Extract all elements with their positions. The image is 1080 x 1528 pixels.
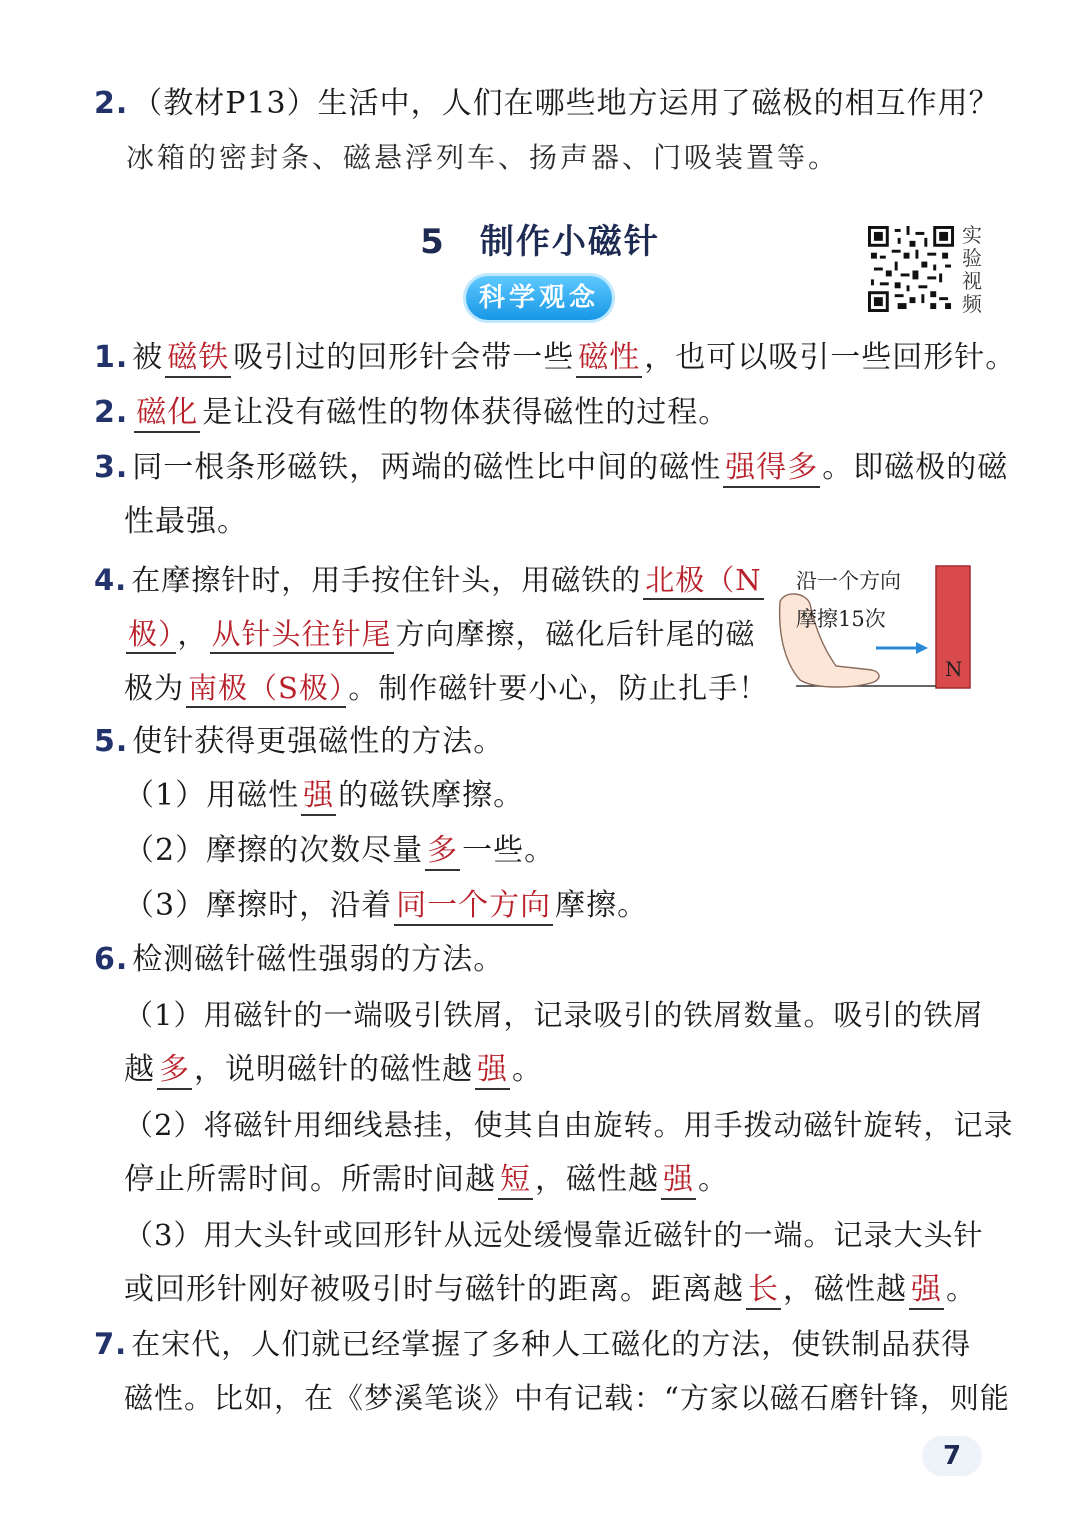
- text: 在摩擦针时，用手按住针头，用磁铁的: [131, 563, 642, 597]
- text: （1）用磁性: [124, 778, 300, 813]
- question-text: （教材P13）生活中，人们在哪些地方运用了磁极的相互作用？: [132, 86, 1000, 121]
- concept-item-6-sub-1: （1）用磁针的一端吸引铁屑，记录吸引的铁屑数量。吸引的铁屑: [124, 998, 984, 1032]
- item-number: 6.: [94, 942, 129, 977]
- concept-item-6: [94, 940, 504, 980]
- item-number: 7.: [94, 1327, 128, 1361]
- text: 一些。: [462, 833, 556, 868]
- page-number: 7: [922, 1436, 982, 1476]
- answer-blank: 强: [661, 1162, 696, 1200]
- answer-blank: 磁性: [576, 340, 642, 378]
- concept-item-2: [94, 393, 729, 433]
- item-number: 1.: [94, 340, 129, 375]
- item-number: 5.: [94, 724, 129, 759]
- concept-item-5-sub-1: [124, 776, 524, 816]
- concept-item-5-sub-2: [124, 831, 555, 871]
- text: ，说明磁针的磁性越: [194, 1052, 473, 1087]
- answer-blank: 极）: [126, 617, 176, 654]
- qr-code-icon[interactable]: [868, 226, 954, 312]
- text: 或回形针刚好被吸引时与磁针的距离。距离越: [124, 1272, 744, 1307]
- prev-answer-2: 冰箱的密封条、磁悬浮列车、扬声器、门吸装置等。: [126, 141, 840, 174]
- answer-blank: 强: [475, 1052, 510, 1090]
- text: 使针获得更强磁性的方法。: [132, 724, 505, 759]
- concept-item-6-sub-1-line-2: [124, 1050, 543, 1090]
- prev-question-2: [94, 84, 1000, 124]
- text: （3）摩擦时，沿着: [124, 888, 393, 923]
- qr-label: 实验视频: [962, 223, 982, 316]
- answer-blank: 多: [157, 1052, 192, 1090]
- answer-blank: 多: [425, 833, 460, 871]
- item-number: 3.: [94, 450, 129, 485]
- concept-item-5: [94, 722, 504, 762]
- text: 越: [124, 1052, 155, 1087]
- magnetizing-illustration: [776, 562, 986, 694]
- section-number: 5: [420, 222, 446, 262]
- answer-blank: 强: [909, 1272, 944, 1310]
- text: 极为: [124, 671, 185, 705]
- text: 。即磁极的磁: [822, 450, 1009, 485]
- answer-blank: 强: [301, 778, 336, 816]
- figure-caption-1: 沿一个方向: [796, 569, 901, 593]
- text: 。: [512, 1052, 543, 1087]
- text: 被: [132, 340, 164, 375]
- text: 是让没有磁性的物体获得磁性的过程。: [202, 395, 730, 430]
- text: 在宋代，人们就已经掌握了多种人工磁化的方法，使铁制品获得: [131, 1327, 972, 1361]
- answer-blank: 强得多: [723, 450, 820, 488]
- concept-item-4-line-3: [124, 668, 768, 708]
- text: 检测磁针磁性强弱的方法。: [132, 942, 505, 977]
- text: 。制作磁针要小心，防止扎手！: [348, 671, 769, 705]
- science-concept-badge: 科学观念: [466, 276, 612, 320]
- concept-item-7-line-2: 磁性。比如，在《梦溪笔谈》中有记载：“方家以磁石磨针锋，则能: [124, 1381, 1010, 1415]
- north-pole-label: N: [945, 657, 963, 681]
- text: 摩擦。: [555, 888, 649, 923]
- text: 停止所需时间。所需时间越: [124, 1162, 496, 1197]
- concept-item-3-line-2: 性最强。: [124, 504, 248, 539]
- answer-blank: 磁化: [134, 395, 200, 433]
- answer-blank: 从针头往针尾: [210, 617, 394, 654]
- concept-item-6-sub-3: （3）用大头针或回形针从远处缓慢靠近磁针的一端。记录大头针: [124, 1218, 984, 1252]
- item-number: 2.: [94, 86, 129, 121]
- text: 吸引过的回形针会带一些: [233, 340, 575, 375]
- concept-item-6-sub-2: （2）将磁针用细线悬挂，使其自由旋转。用手拨动磁针旋转，记录: [124, 1108, 1014, 1142]
- concept-item-4-line-2: [124, 614, 756, 654]
- answer-blank: 同一个方向: [394, 888, 553, 926]
- concept-item-6-sub-3-line-2: [124, 1270, 977, 1310]
- text: 的磁铁摩擦。: [338, 778, 525, 813]
- answer-blank: 北极（N: [643, 563, 763, 600]
- text: 方向摩擦，磁化后针尾的磁: [395, 617, 756, 651]
- text: 。: [946, 1272, 977, 1307]
- concept-item-6-sub-2-line-2: [124, 1160, 729, 1200]
- text: （2）摩擦的次数尽量: [124, 833, 424, 868]
- concept-item-4: [94, 560, 766, 600]
- concept-item-3: [94, 448, 1008, 488]
- concept-item-7: [94, 1324, 971, 1364]
- item-number: 4.: [94, 563, 128, 597]
- text: ，: [177, 617, 208, 651]
- text: 同一根条形磁铁，两端的磁性比中间的磁性: [132, 450, 722, 485]
- concept-item-1: [94, 338, 1016, 378]
- concept-item-5-sub-3: [124, 886, 648, 926]
- section-title-text: 制作小磁针: [479, 222, 660, 262]
- text: 。: [698, 1162, 729, 1197]
- figure-caption-2: 摩擦15次: [796, 607, 886, 631]
- item-number: 2.: [94, 395, 129, 430]
- answer-blank: 磁铁: [165, 340, 231, 378]
- arrow-head-icon: [916, 642, 928, 654]
- text: ，磁性越: [783, 1272, 907, 1307]
- answer-blank: 南极（S极）: [186, 671, 346, 708]
- text: ，也可以吸引一些回形针。: [644, 340, 1017, 375]
- answer-blank: 长: [746, 1272, 781, 1310]
- text: ，磁性越: [535, 1162, 659, 1197]
- answer-blank: 短: [498, 1162, 533, 1200]
